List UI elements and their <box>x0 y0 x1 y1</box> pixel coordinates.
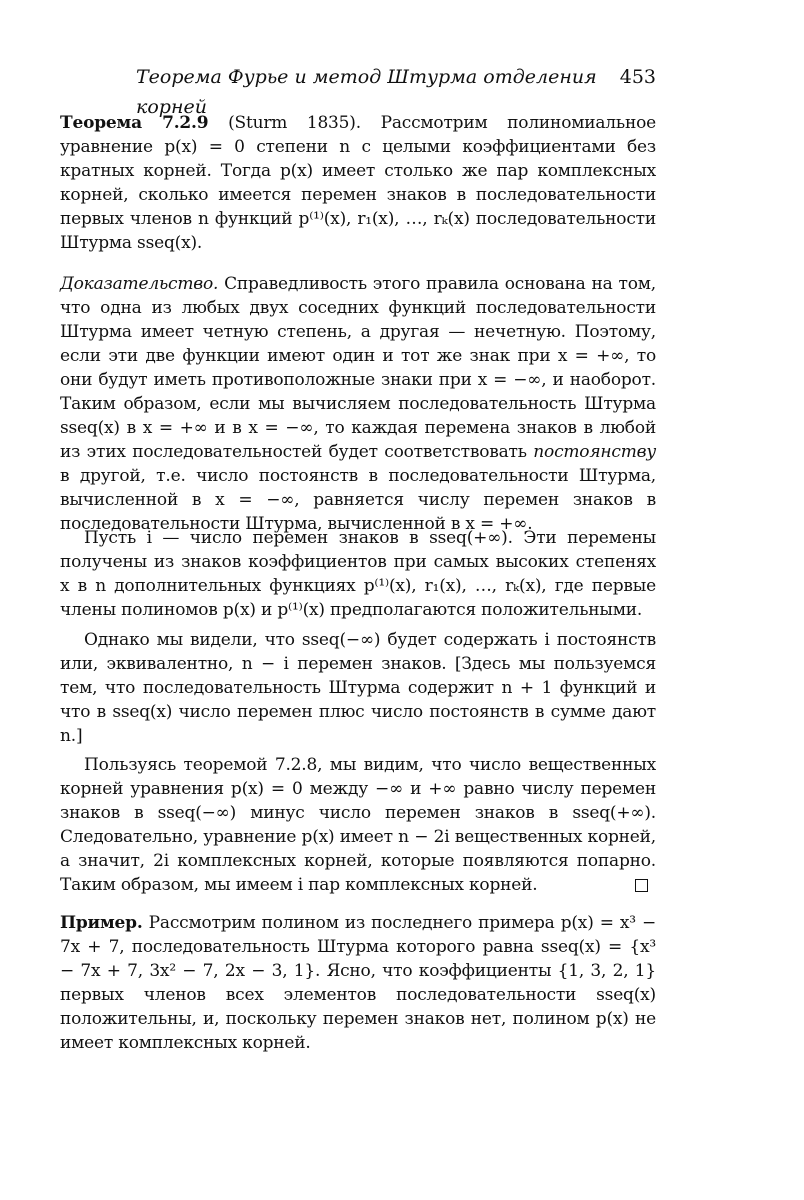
proof-paragraph-3 <box>60 628 656 748</box>
example-body: Рассмотрим полином из последнего примера p(x) = x³ − 7x + 7, последовательность Штурма которого равна sseq(x) = {x³ − 7x + 7, 3x² − 7, 2x − 3, 1}. Ясно, что коэффициенты {1, 3, 2, 1} первых членов всех элементов последовательности sseq(x) положительны, и, поскольку перемен знаков нет, полином p(x) не имеет комплексных корней. <box>60 913 656 1053</box>
theorem-statement <box>60 111 656 255</box>
example-label: Пример. <box>60 913 143 933</box>
running-title: Теорема Фурье и метод Штурма отделения корней <box>136 66 597 118</box>
proof-p3-text: Однако мы видели, что sseq(−∞) будет содержать i постоянств или, эквивалентно, n − i перемен знаков. [Здесь мы пользуемся тем, что последовательность Штурма содержит n + 1 функций и что в sseq(x) число перемен плюс число постоянств в сумме дают n.] <box>60 630 656 746</box>
proof-p1-term: постоянству <box>533 442 656 462</box>
proof-paragraph-1 <box>60 272 656 536</box>
proof-p4-text: Пользуясь теоремой 7.2.8, мы видим, что число вещественных корней уравнения p(x) = 0 между −∞ и +∞ равно числу перемен знаков в sseq(−∞) минус число перемен знаков в sseq(+∞). Следовательно, уравнение p(x) имеет n − 2i вещественных корней, а значит, 2i комплексных корней, которые появляются попарно. Таким образом, мы имеем i пар комплексных корней. <box>60 755 656 895</box>
proof-label: Доказательство. <box>60 274 219 294</box>
proof-p1-text: Справедливость этого правила основана на том, что одна из любых двух соседних функций последовательности Штурма имеет четную степень, а другая — нечетную. Поэтому, если эти две функции имеют один и тот же знак при x = +∞, то они будут иметь противоположные знаки при x = −∞, и наоборот. Таким образом, если мы вычисляем последовательность Штурма sseq(x) в x = +∞ и в x = −∞, то каждая перемена знаков в любой из этих последовательностей будет соответствовать <box>60 274 656 462</box>
proof-p1-end: в другой, т.е. число постоянств в последовательности Штурма, вычисленной в x = −∞, равняется числу перемен знаков в последовательности Штурма, вычисленной в x = +∞. <box>60 466 656 534</box>
theorem-label: Теорема 7.2.9 <box>60 113 209 133</box>
qed-square-icon <box>635 879 648 892</box>
theorem-body: (Sturm 1835). Рассмотрим полиномиальное уравнение p(x) = 0 степени n с целыми коэффициентами без кратных корней. Тогда p(x) имеет столько же пар комплексных корней, сколько имеется перемен знаков в последовательности первых членов n функций p⁽¹⁾(x), r₁(x), …, rₖ(x) последовательности Штурма sseq(x). <box>60 113 656 253</box>
page-number: 453 <box>619 66 656 88</box>
example-paragraph <box>60 911 656 1055</box>
proof-paragraph-4 <box>60 753 656 897</box>
proof-p2-text: Пусть i — число перемен знаков в sseq(+∞). Эти перемены получены из знаков коэффициентов при самых высоких степенях x в n дополнительных функциях p⁽¹⁾(x), r₁(x), …, rₖ(x), где первые члены полиномов p(x) и p⁽¹⁾(x) предполагаются положительными. <box>60 528 656 620</box>
proof-paragraph-2 <box>60 526 656 622</box>
